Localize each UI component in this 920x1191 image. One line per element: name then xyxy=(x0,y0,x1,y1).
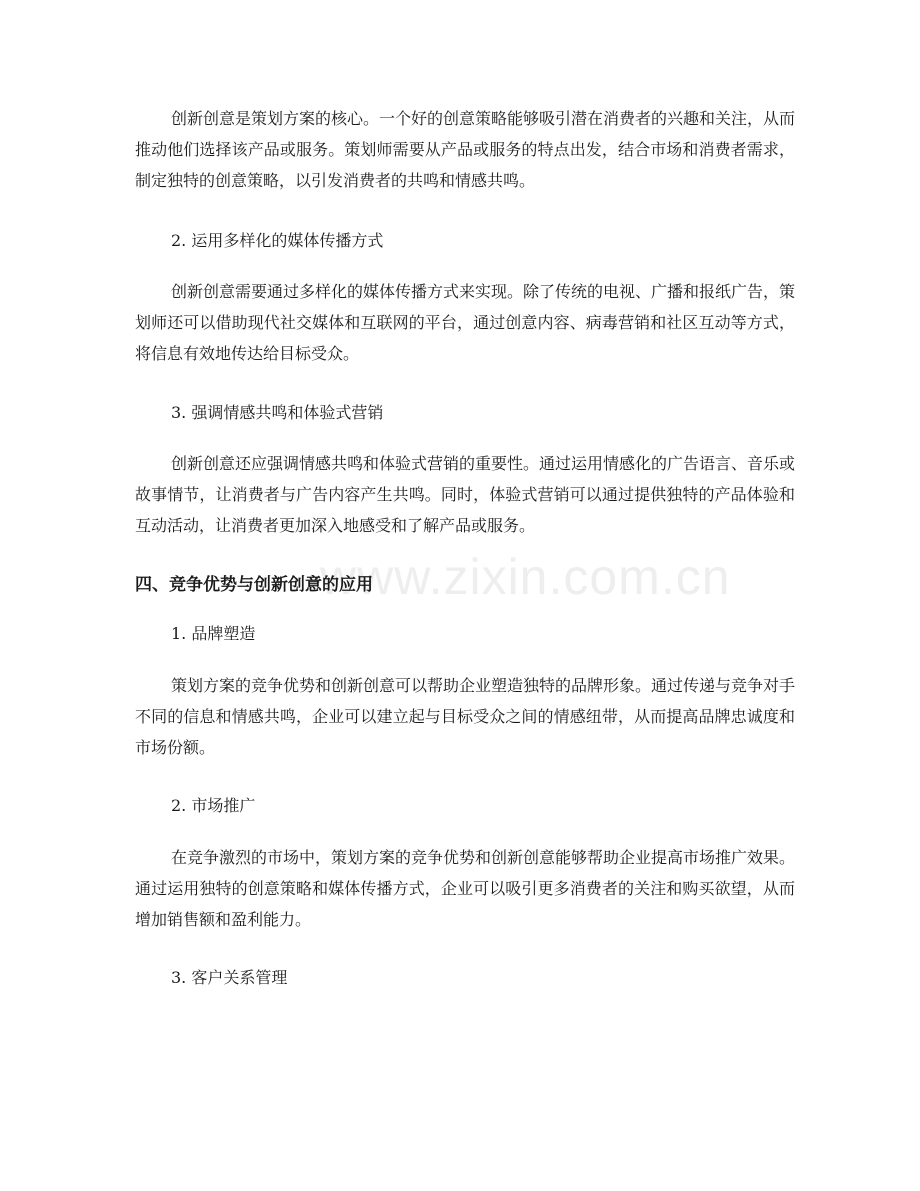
paragraph-emotion: 创新创意还应强调情感共鸣和体验式营销的重要性。通过运用情感化的广告语言、音乐或故事情节，让消费者与广告内容产生共鸣。同时，体验式营销可以通过提供独特的产品体验和互动活动，让消费者更加深入地感受和了解产品或服务。 xyxy=(135,454,796,535)
subheading-marketing: 2. 市场推广 xyxy=(171,796,256,815)
subheading-crm: 3. 客户关系管理 xyxy=(171,968,288,987)
paragraph-marketing: 在竞争激烈的市场中，策划方案的竞争优势和创新创意能够帮助企业提高市场推广效果。通过运用独特的创意策略和媒体传播方式，企业可以吸引更多消费者的关注和购买欲望，从而增加销售额和盈利能力。 xyxy=(135,848,796,929)
section-heading-4: 四、竞争优势与创新创意的应用 xyxy=(135,575,373,595)
paragraph-media: 创新创意需要通过多样化的媒体传播方式来实现。除了传统的电视、广播和报纸广告，策划师还可以借助现代社交媒体和互联网的平台，通过创意内容、病毒营销和社区互动等方式，将信息有效地传达给目标受众。 xyxy=(135,282,796,363)
subheading-brand: 1. 品牌塑造 xyxy=(171,624,256,643)
subheading-emotion: 3. 强调情感共鸣和体验式营销 xyxy=(171,403,384,422)
paragraph-creative-core: 创新创意是策划方案的核心。一个好的创意策略能够吸引潜在消费者的兴趣和关注，从而推动他们选择该产品或服务。策划师需要从产品或服务的特点出发，结合市场和消费者需求，制定独特的创意策略，以引发消费者的共鸣和情感共鸣。 xyxy=(135,109,796,190)
paragraph-brand: 策划方案的竞争优势和创新创意可以帮助企业塑造独特的品牌形象。通过传递与竞争对手不同的信息和情感共鸣，企业可以建立起与目标受众之间的情感纽带，从而提高品牌忠诚度和市场份额。 xyxy=(135,676,796,757)
watermark: www.zixin.com.cn xyxy=(320,549,731,605)
subheading-media: 2. 运用多样化的媒体传播方式 xyxy=(171,231,384,250)
